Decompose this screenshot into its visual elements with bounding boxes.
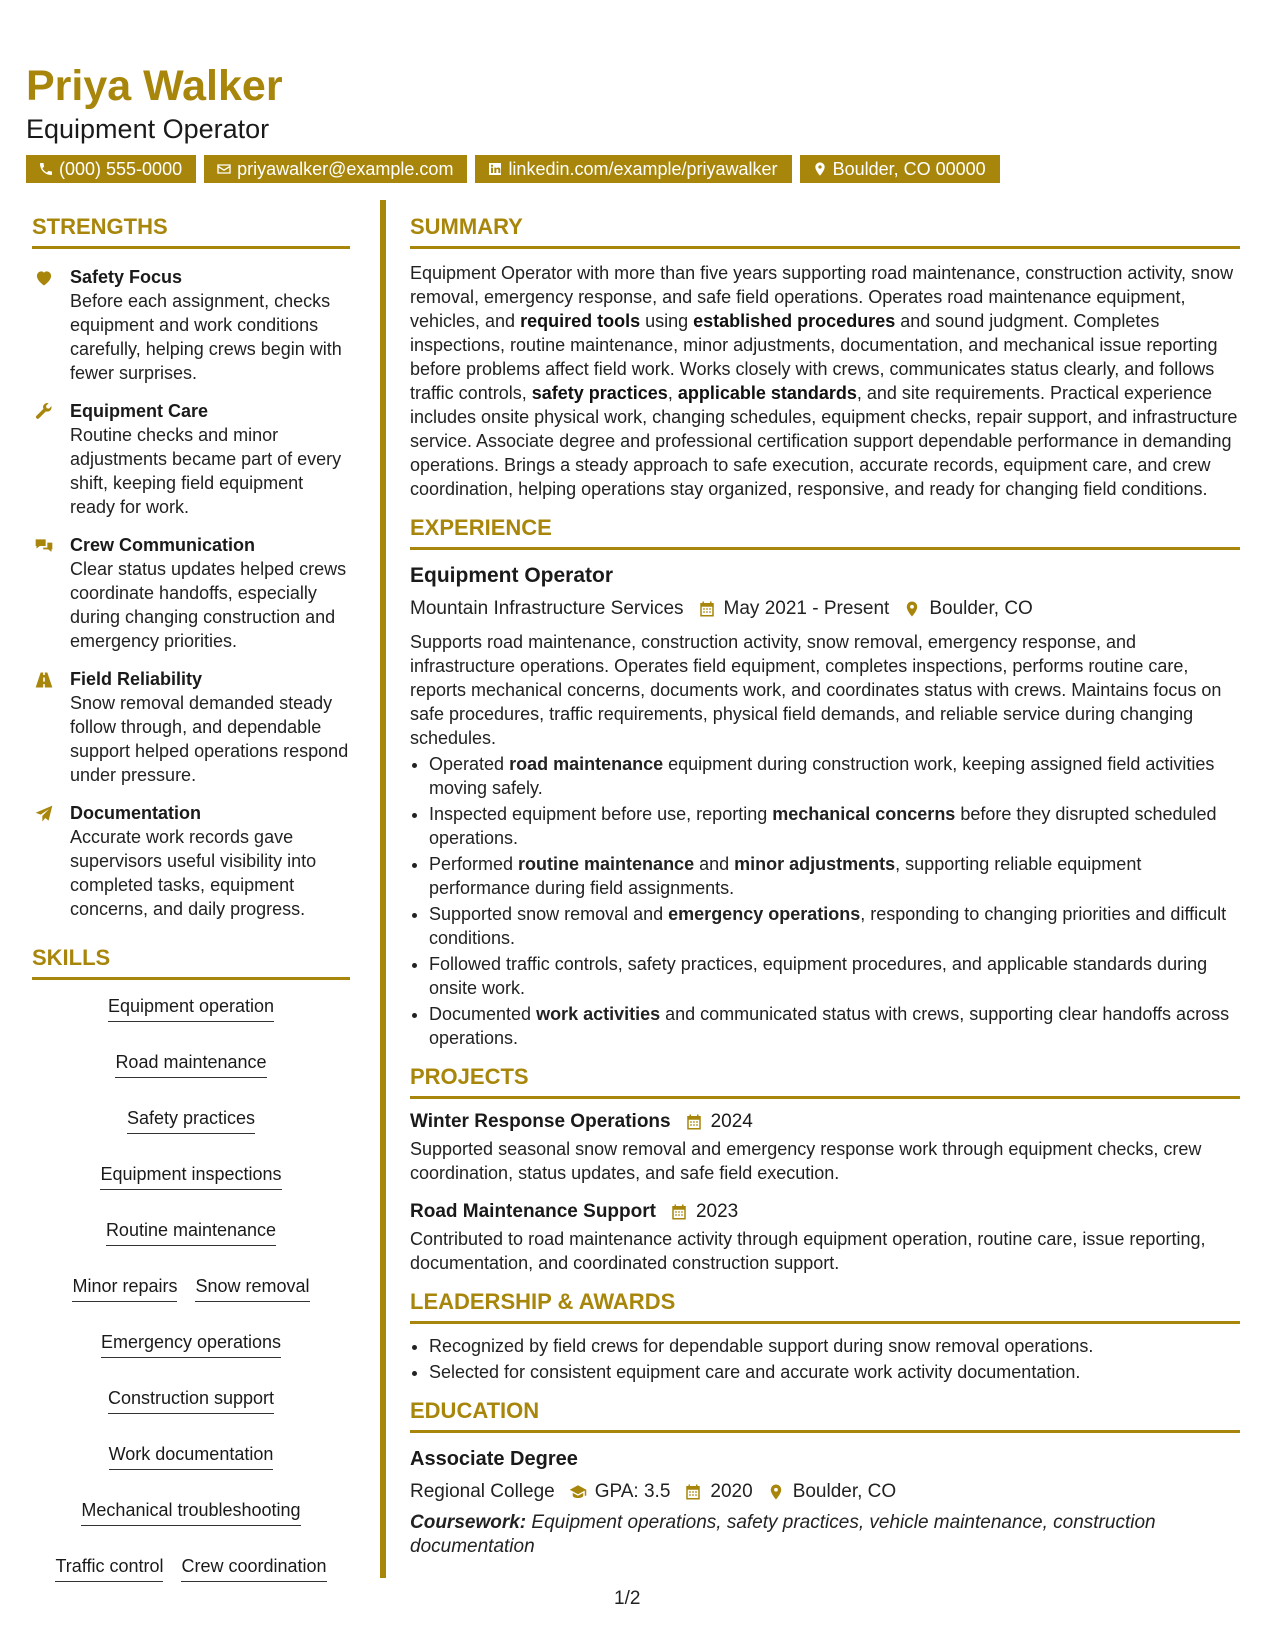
project-year: 2024 [710,1111,753,1132]
list-item: • Operated road maintenance equipment during construction work, keeping assigned field activities moving safely. [429,752,1240,800]
left-column [32,212,350,1582]
strength-desc: Accurate work records gave supervisors useful visibility into completed tasks, equipment concerns, and daily progress. [70,827,317,919]
skill-tag: Minor repairs [72,1274,177,1302]
strength-item [32,265,350,385]
list-item: • Performed routine maintenance and minor adjustments, supporting reliable equipment performance during field assignments. [429,852,1240,900]
skill-tag: Routine maintenance [106,1218,276,1246]
project-desc: Contributed to road maintenance activity through equipment operation, routine care, issue reporting, documentation, and coordinated construction support. [410,1229,1206,1273]
skills-list [32,994,350,1582]
experience-heading: EXPERIENCE [410,513,1240,550]
experience-section [410,513,1240,1050]
skill-tag: Safety practices [127,1106,255,1134]
resume-header [26,62,1256,183]
education-heading: EDUCATION [410,1396,1240,1433]
skill-tag: Work documentation [109,1442,274,1470]
calendar-icon [684,1483,702,1501]
skill-tag: Mechanical troubleshooting [81,1498,300,1526]
strength-item [32,667,350,787]
job-bullets [410,752,1240,1050]
contact-email[interactable] [204,155,467,183]
skill-tag: Equipment inspections [100,1162,281,1190]
contact-location-text: Boulder, CO 00000 [832,159,986,179]
candidate-name: Priya Walker [26,62,283,110]
skills-heading: SKILLS [32,943,350,980]
gpa: GPA: 3.5 [594,1481,671,1502]
column-divider [380,200,386,1578]
list-item: • Supported snow removal and emergency operations, responding to changing priorities and difficult conditions. [429,902,1240,950]
list-item: • Selected for consistent equipment care and accurate work activity documentation. [429,1360,1240,1384]
page-number: 1/2 [614,1588,641,1609]
contact-bar [26,155,1256,183]
list-item: • Inspected equipment before use, reporting mechanical concerns before they disrupted scheduled operations. [429,802,1240,850]
education-meta [410,1479,1240,1505]
contact-linkedin[interactable] [475,155,791,183]
location-pin-icon [767,1483,785,1501]
contact-phone-text: (000) 555-0000 [59,159,183,179]
school-location: Boulder, CO [792,1481,897,1502]
skills-section [32,943,350,1582]
graduation-year: 2020 [710,1481,753,1502]
project-title: Winter Response Operations [410,1111,671,1132]
list-item: • Documented work activities and communicated status with crews, supporting clear handoffs across operations. [429,1002,1240,1050]
job-company: Mountain Infrastructure Services [410,598,684,619]
contact-location [800,155,1000,183]
linkedin-icon [487,161,503,177]
contact-phone[interactable] [26,155,196,183]
calendar-icon [685,1113,703,1131]
strength-title: Documentation [70,803,202,823]
strength-title: Equipment Care [70,401,209,421]
list-item: • Recognized by field crews for dependable support during snow removal operations. [429,1334,1240,1358]
strength-desc: Clear status updates helped crews coordinate handoffs, especially during changing construction and emergency priorities. [70,559,347,651]
strengths-heading: STRENGTHS [32,212,350,249]
right-column [410,212,1240,1571]
skill-tag: Road maintenance [115,1050,266,1078]
job-meta [410,596,1240,622]
projects-heading: PROJECTS [410,1062,1240,1099]
job-title: Equipment Operator [410,564,614,587]
degree-title: Associate Degree [410,1448,578,1470]
strength-item [32,533,350,653]
summary-text: Equipment Operator with more than five years supporting road maintenance, construction activity, snow removal, emergency response, and safe field operations. Operates road maintenance equipment, vehicles, and required tools using established procedures and sound judgment. Completes inspections, routine maintenance, minor adjustments, documentation, and mechanical issue reporting before problems affect field work. Works closely with crews, communicates status clearly, and follows traffic controls, safety practices, applicable standards, and site requirements. Practical experience includes onsite physical work, changing schedules, equipment checks, repair support, and infrastructure service. Associate degree and professional certification support dependable performance in demanding operations. Brings a steady approach to safe execution, accurate records, equipment care, and crew coordination, helping operations stay organized, responsive, and ready for changing field conditions. [410,263,1238,499]
strength-title: Field Reliability [70,669,203,689]
calendar-icon [698,600,716,618]
skill-tag: Snow removal [195,1274,309,1302]
leadership-section [410,1287,1240,1384]
phone-icon [38,161,54,177]
contact-email-text: priyawalker@example.com [237,159,454,179]
contact-linkedin-text: linkedin.com/example/priyawalker [508,159,778,179]
education-section [410,1396,1240,1559]
calendar-icon [670,1203,688,1221]
comments-icon [34,536,54,556]
strength-desc: Before each assignment, checks equipment and work conditions carefully, helping crews begin with fewer surprises. [70,291,342,383]
road-icon [34,670,54,690]
job-location: Boulder, CO [929,598,1033,619]
coursework: Coursework: Equipment operations, safety practices, vehicle maintenance, construction documentation [410,1512,1156,1557]
leadership-list [410,1334,1240,1384]
location-pin-icon [903,600,921,618]
project-header [410,1109,1240,1135]
heart-icon [34,268,54,288]
graduation-cap-icon [569,1483,587,1501]
wrench-icon [34,402,54,422]
skill-tag: Equipment operation [108,994,274,1022]
strength-item [32,801,350,921]
strength-title: Safety Focus [70,267,183,287]
job-dates: May 2021 - Present [723,598,890,619]
strength-desc: Routine checks and minor adjustments became part of every shift, keeping field equipment ready for work. [70,425,342,517]
project-year: 2023 [695,1201,739,1222]
project-desc: Supported seasonal snow removal and emergency response work through equipment checks, crew coordination, status updates, and safe field execution. [410,1139,1202,1183]
strength-item [32,399,350,519]
school-name: Regional College [410,1481,555,1502]
paper-plane-icon [34,804,54,824]
project-header [410,1199,1240,1225]
summary-heading: SUMMARY [410,212,1240,249]
project-title: Road Maintenance Support [410,1201,656,1222]
list-item: • Followed traffic controls, safety practices, equipment procedures, and applicable standards during onsite work. [429,952,1240,1000]
projects-section [410,1062,1240,1275]
skill-tag: Emergency operations [101,1330,281,1358]
candidate-title: Equipment Operator [26,114,270,144]
skill-tag: Crew coordination [181,1554,326,1582]
job-description: Supports road maintenance, construction activity, snow removal, emergency response, and infrastructure operations. Operates field equipment, completes inspections, performs routine care, reports mechanical concerns, documents work, and coordinates status with crews. Maintains focus on safe procedures, traffic requirements, physical field demands, and reliable service during changing schedules. [410,632,1222,748]
leadership-heading: LEADERSHIP & AWARDS [410,1287,1240,1324]
skill-tag: Construction support [108,1386,274,1414]
summary-section [410,212,1240,501]
strength-title: Crew Communication [70,535,256,555]
strength-desc: Snow removal demanded steady follow through, and dependable support helped operations respond under pressure. [70,693,349,785]
location-pin-icon [812,161,828,177]
envelope-icon [216,161,232,177]
skill-tag: Traffic control [55,1554,163,1582]
